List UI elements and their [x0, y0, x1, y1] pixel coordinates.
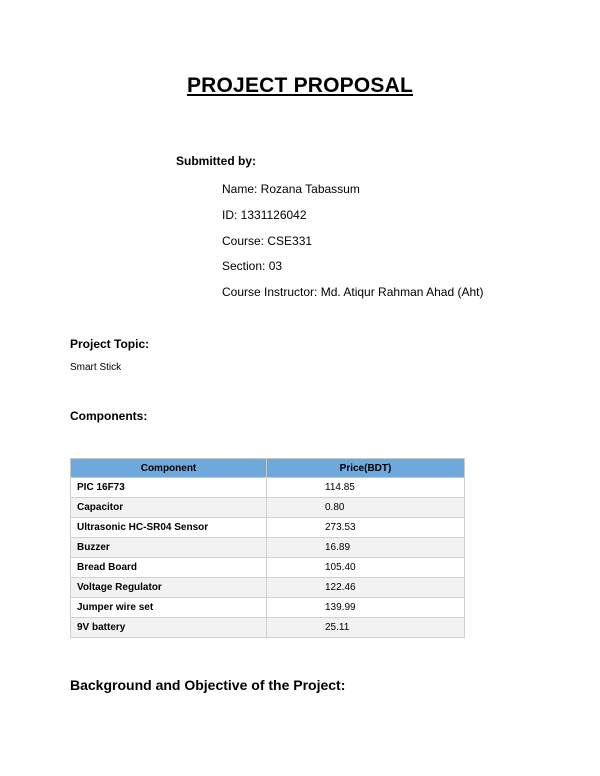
- table-row: [71, 578, 465, 598]
- table-header-row: [71, 459, 465, 478]
- submitter-course: Course: CSE331: [222, 234, 313, 248]
- components-heading: Components:: [70, 409, 148, 423]
- component-name: Voltage Regulator: [71, 578, 267, 598]
- components-table: [70, 458, 465, 638]
- submitted-by-heading: Submitted by:: [176, 154, 256, 168]
- component-price: 0.80: [267, 498, 465, 518]
- column-header-price: Price(BDT): [267, 459, 465, 478]
- component-name: Capacitor: [71, 498, 267, 518]
- component-price: 139.99: [267, 598, 465, 618]
- component-price: 114.85: [267, 478, 465, 498]
- background-objective-heading: Background and Objective of the Project:: [70, 677, 346, 693]
- component-name: 9V battery: [71, 618, 267, 638]
- component-price: 105.40: [267, 558, 465, 578]
- column-header-component: Component: [71, 459, 267, 478]
- project-topic-heading: Project Topic:: [70, 337, 150, 351]
- submitter-name: Name: Rozana Tabassum: [222, 182, 360, 196]
- submitter-id: ID: 1331126042: [222, 208, 307, 222]
- table-row: [71, 478, 465, 498]
- project-topic-value: Smart Stick: [70, 362, 122, 373]
- table-row: [71, 498, 465, 518]
- component-name: Jumper wire set: [71, 598, 267, 618]
- component-price: 16.89: [267, 538, 465, 558]
- page-title: PROJECT PROPOSAL: [186, 74, 414, 97]
- component-price: 122.46: [267, 578, 465, 598]
- submitter-section: Section: 03: [222, 259, 283, 273]
- table-row: [71, 538, 465, 558]
- component-price: 25.11: [267, 618, 465, 638]
- component-name: Bread Board: [71, 558, 267, 578]
- component-name: PIC 16F73: [71, 478, 267, 498]
- table-row: [71, 518, 465, 538]
- table-row: [71, 558, 465, 578]
- component-name: Ultrasonic HC-SR04 Sensor: [71, 518, 267, 538]
- component-price: 273.53: [267, 518, 465, 538]
- table-row: [71, 598, 465, 618]
- table-row: [71, 618, 465, 638]
- component-name: Buzzer: [71, 538, 267, 558]
- submitter-instructor: Course Instructor: Md. Atiqur Rahman Ahad (Aht): [222, 285, 484, 299]
